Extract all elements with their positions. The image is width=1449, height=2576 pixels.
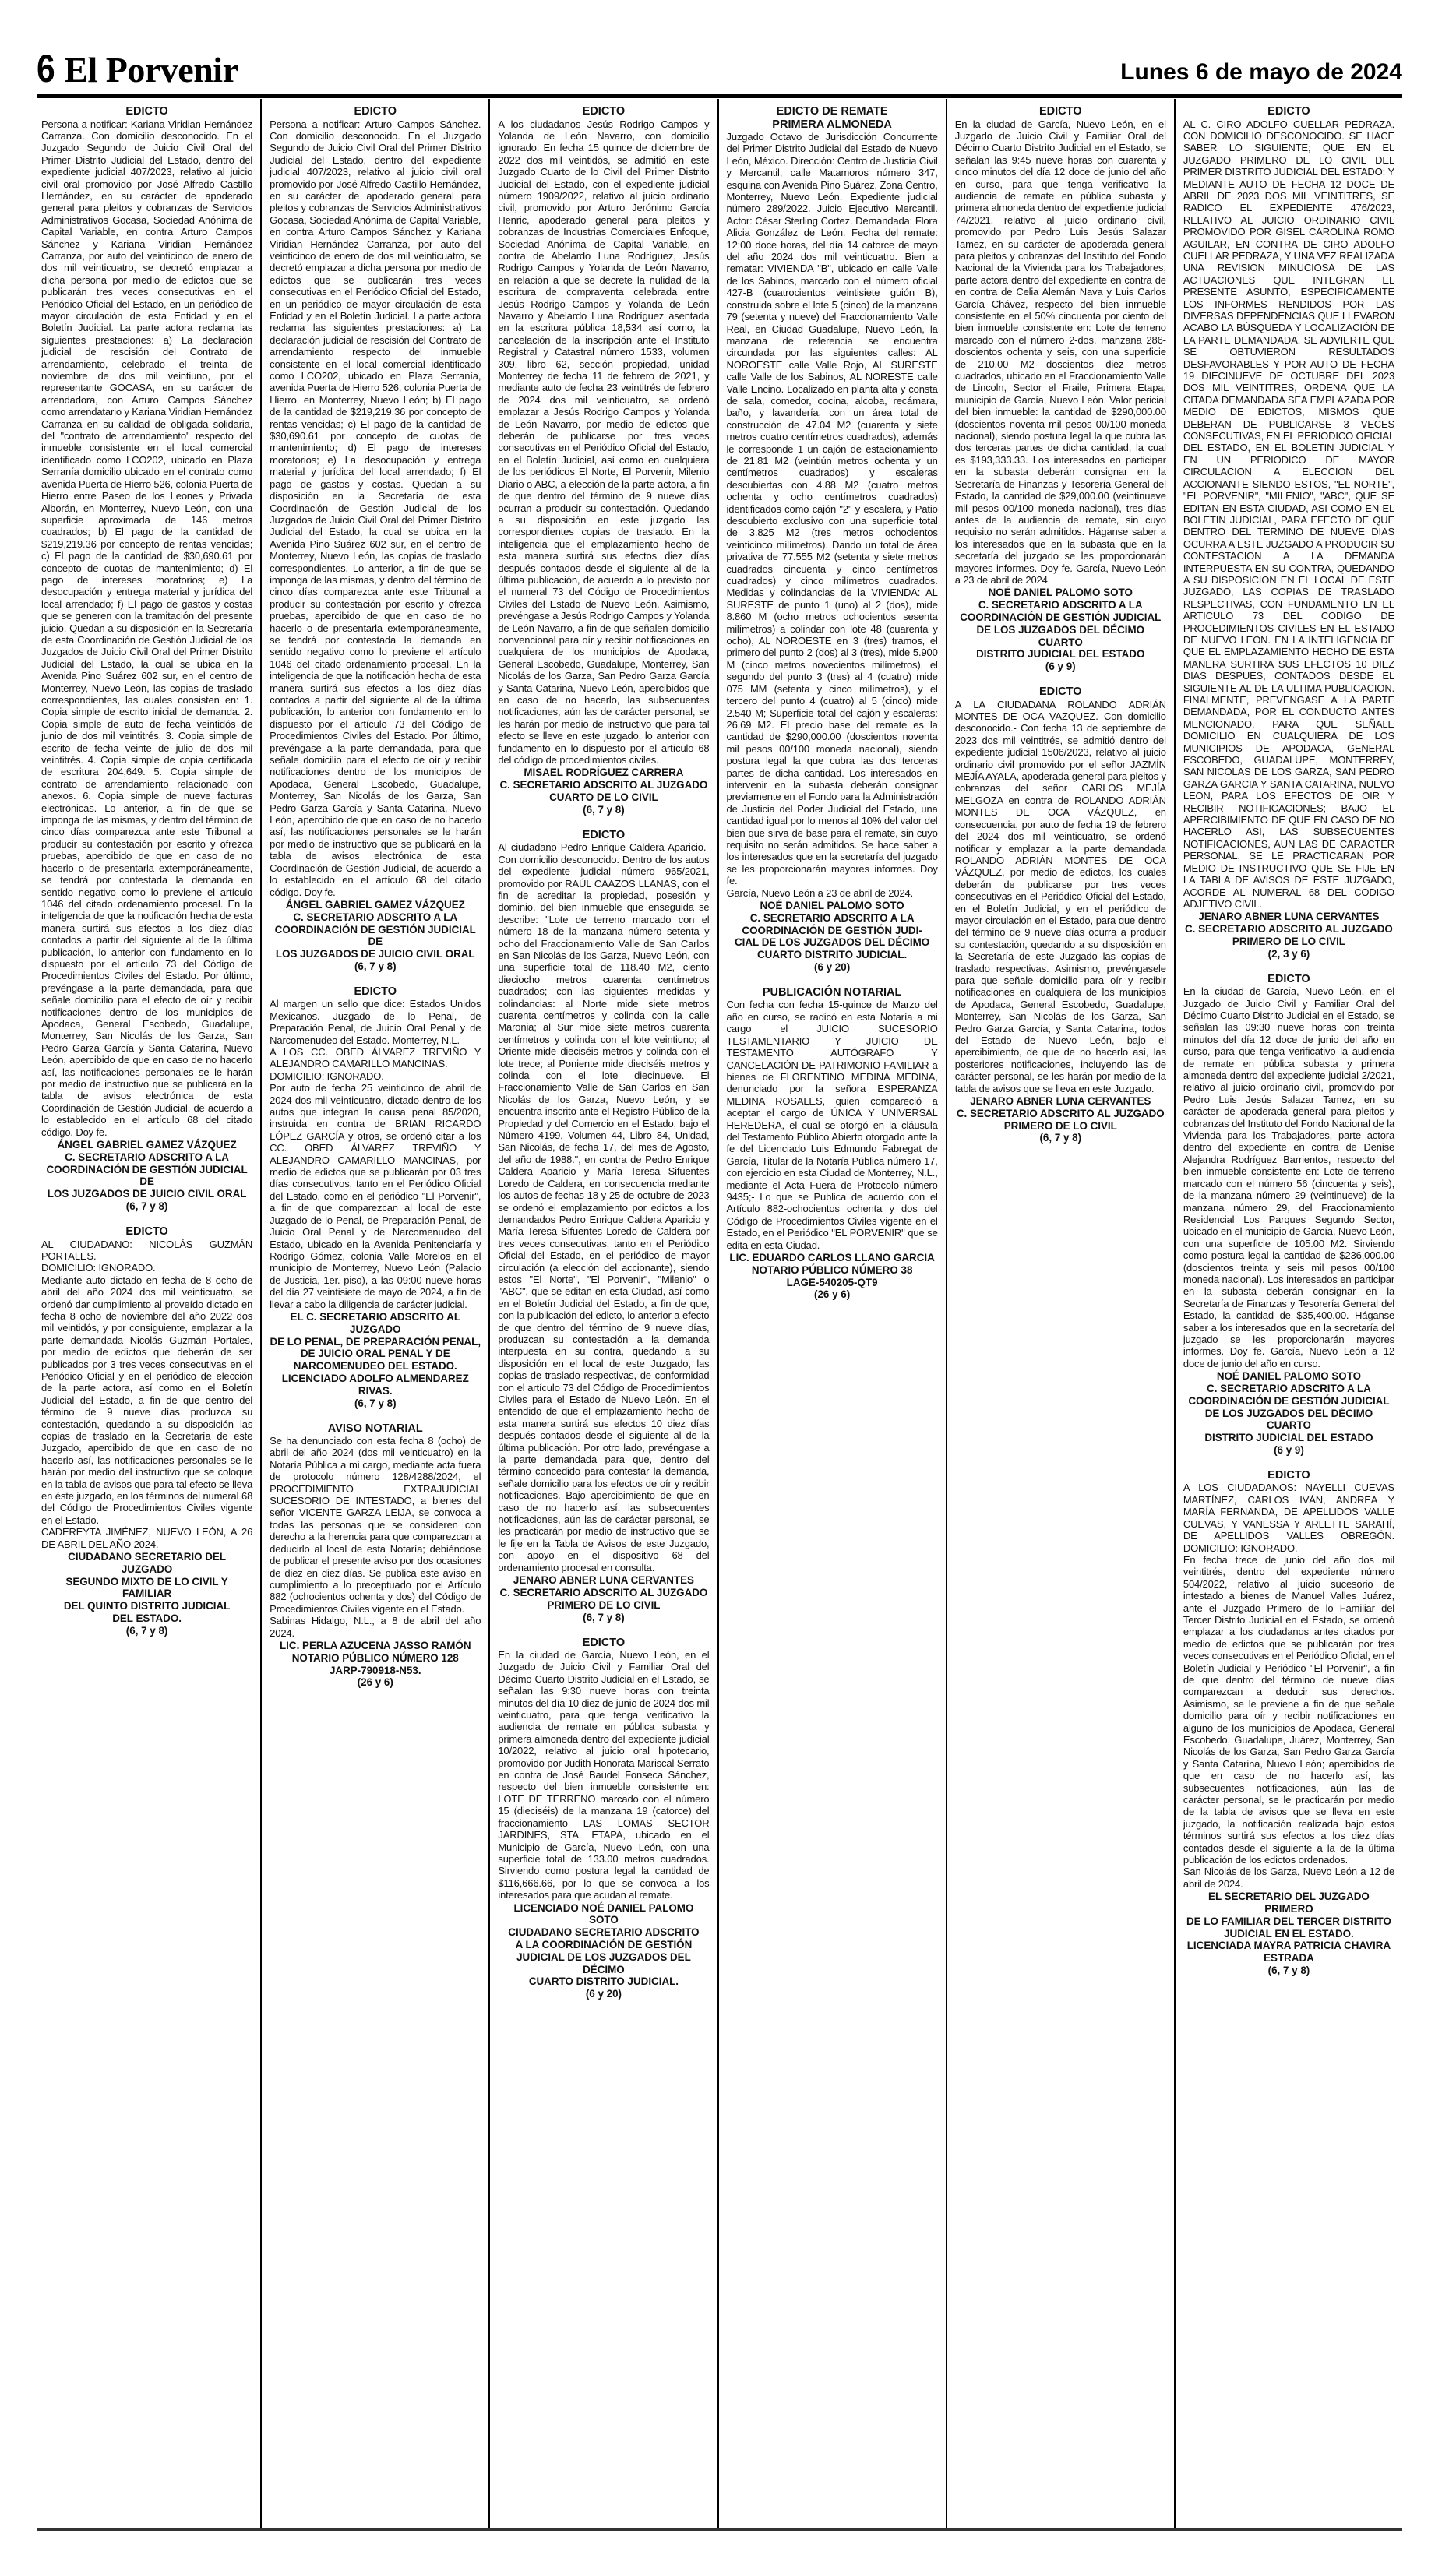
notice-body: A LOS CC. OBED ÁLVAREZ TREVIÑO Y ALEJANDRO CAMARILLO MANCINAS. [270, 1046, 481, 1070]
notice-body: Se ha denunciado con esta fecha 8 (ocho) de abril del año 2024 (dos mil veinticuatro) en la Notaría Pública a mi cargo, mediante acta fuera de protocolo número 128/4288/2024, el PROCEDIMIENTO EXTRAJUDICIAL SUCESORIO DE INTESTADO, a bienes del señor VICENTE GARZA LEIJA, se convoca a todas las personas que se consideren con derecho a la herencia para que comparezcan a deducirlo al local de esta Notaría; debiéndose de publicar el presente aviso por dos ocasiones de diez en diez días. Se publica este aviso en cumplimiento a lo preceptuado por el Artículo 882 (ochocientos ochenta y dos) del Código de Procedimientos Civiles vigente en el Estado. [270, 1435, 481, 1615]
column-5 [946, 99, 1174, 2528]
legal-notice [41, 1225, 252, 1637]
newspaper-logo [37, 48, 238, 90]
signature-line: C. SECRETARIO ADSCRITO AL JUZGADO [956, 1107, 1165, 1119]
signature-line: A LA COORDINACIÓN DE GESTIÓN JUDICIAL DE LOS JUZGADOS DEL DÉCIMO [515, 1938, 693, 1975]
issue-date: Lunes 6 de mayo de 2024 [1120, 59, 1402, 85]
signature-line: COORDINACIÓN DE GESTIÓN JUDICIAL DE [274, 923, 476, 948]
notice-body: Persona a notificar: Kariana Viridian Hernández Carranza. Con domicilio desconocido. En el Juzgado Segundo de Juicio Civil Oral del Primer Distrito Judicial del Estado, dentro del expediente judicial 407/2023, relativo al juicio civil oral promovido por José Alfredo Castillo Hernández, en su carácter de apoderado general para pleitos y cobranzas de Servicios Administrativos Gocasa, Sociedad Anónima de Capital Variable, en contra Arturo Campos Sánchez y Kariana Viridian Hernández Carranza, por auto del veinticinco de enero de dos mil veinticuatro, se decretó emplazar a dicha persona por medio de edictos que se publicarán tres veces consecutivas en el Periódico Oficial del Estado, en un periódico de mayor circulación de esta Entidad y en el Boletín Judicial. La parte actora reclama las siguientes prestaciones: a) La declaración judicial de rescisión del Contrato de arrendamiento, celebrado el treinta de noviembre de dos mil veintiuno, por el representante GOCASA, en su carácter de arrendadora, con Arturo Campos Sánchez como arrendatario y Kariana Viridian Hernández Carranza en su calidad de obligada solidaria, del "contrato de arrendamiento" respecto del inmueble consistente en el local comercial identificado como LCO202, ubicado en Plaza Serranía domicilio ubicado en el contrato como avenida Puerta de Hierro 526, colonia Puerta de Hierro entre Paseo de los Leones y Privada Alborán, en Monterrey, Nuevo León, con una superficie aproximada de 146 metros cuadrados; b) El pago de la cantidad de $219,219.36 por concepto de rentas vencidas; c) El pago de la cantidad de $30,690.61 por concepto de cuotas de mantenimiento; d) El pago de intereses moratorios; e) La desocupación y entrega material y jurídica del local arrendado; f) El pago de gastos y costas que se generen con la tramitación del presente juicio. Quedan a su disposición en la Secretaría de esta Coordinación de Gestión Judicial de los Juzgados de Juicio Civil Oral del Primer Distrito Judicial del Estado, la cual se ubica en la Avenida Pino Suárez 602 sur, en el centro de Monterrey, Nuevo León, las copias de traslado correspondientes, las cuales consisten en: 1. Copia simple de escrito inicial de demanda. 2. Copia simple de auto de fecha veintidós de junio de dos mil veintitrés. 3. Copia simple de escrito de fecha veinte de julio de dos mil veintitrés. 4. Copia simple de copia certificada de escritura 204,649. 5. Copia simple de contrato de arrendamiento relacionado con anexos. 6. Copia simple de nueve facturas electrónicas. Lo anterior, a fin de que se imponga de las mismas, y dentro del término de cinco días comparezca ante este Tribunal a producir su contestación por escrito y ofrezca pruebas, apercibido de que en caso de no hacerlo o de presentarla extemporáneamente, se tendrá por contestada la demanda en sentido negativo como lo previene el artículo 1046 del citado ordenamiento procesal. En la inteligencia de que la notificación hecha de esta manera surtirá sus efectos a los diez días contados a partir del siguiente al de la última publicación, lo anterior con fundamento en lo dispuesto por el artículo 73 del Código de Procedimientos Civiles del Estado. Por último, prevéngase a la parte demandada, para que señale domicilio para el efecto de oír y recibir notificaciones dentro de los municipios de Apodaca, General Escobedo, Guadalupe, Monterrey, San Nicolás de los Garza, San Pedro Garza García y Santa Catarina, Nuevo León, apercibido de que en caso de no hacerlo así, las notificaciones personales se le harán por medio de instructivo que se publicará en la tabla de avisos electrónica de esta Coordinación de Gestión Judicial, de acuerdo a lo establecido en el artículo 68 del citado código. Doy fe. [41, 118, 253, 1138]
notice-heading: EDICTO [582, 1636, 626, 1649]
signature-line: CUARTO DISTRITO JUDICIAL. [757, 949, 908, 961]
signature-line: DE LO PENAL, DE PREPARACIÓN PENAL, [270, 1335, 481, 1348]
legal-notice [270, 105, 481, 973]
signature-line: CIAL DE LOS JUZGADOS DEL DÉCIMO [734, 936, 930, 949]
signature-line: C. SECRETARIO ADSCRITO AL JUZGADO [1185, 923, 1393, 936]
signature-line: CUARTO DE LO CIVIL [549, 791, 658, 804]
column-1 [37, 99, 260, 2528]
notice-body: En la ciudad de García, Nuevo León, en el Juzgado de Juicio Civil y Familiar Oral del Décimo Cuarto Distrito Judicial en el Estado, se señalan las 9:30 nueve horas con treinta minutos del día 10 diez de junio de 2024 dos mil veinticuatro, para que tenga verificativo la audiencia de remate en pública subasta y primera almoneda dentro del expediente judicial 10/2022, relativo al juicio oral hipotecario, promovido por Judith Honorata Mariscal Serrato en contra de José Baudel Fonseca Sánchez, respecto del bien inmueble consistente en: LOTE DE TERRENO marcado con el número 15 (dieciséis) de la manzana 19 (catorce) del fraccionamiento LAS LOMAS SECTOR JARDINES, STA. ETAPA, ubicado en el Municipio de García, Nuevo León, con una superficie total de 133.00 metros cuadrados. Sirviendo como postura legal la cantidad de $116,666.66, por lo que se convoca a los interesados para que acudan al remate. [498, 1649, 710, 1901]
legal-notice [498, 1637, 709, 2001]
signature-line: LICENCIADO NOÉ DANIEL PALOMO SOTO [513, 1901, 694, 1926]
publication-dates: (6, 7 y 8) [125, 1200, 168, 1213]
notice-heading: EDICTO [1267, 105, 1310, 118]
notice-heading: EDICTO [354, 985, 397, 998]
signature-line: JENARO ABNER LUNA CERVANTES [513, 1574, 694, 1587]
publication-dates: (6, 7 y 8) [354, 1397, 397, 1409]
notice-heading: EDICTO [354, 105, 397, 118]
notice-body: Juzgado Octavo de Jurisdicción Concurrente del Primer Distrito Judicial del Estado de Nuevo León, México. Dirección: Centro de Justicia Civil y Mercantil, calle Matamoros número 347, esquina con Avenida Pino Suárez, Zona Centro, Monterrey, Nuevo León. Expediente judicial número 289/2022. Juicio Ejecutivo Mercantil. Actor: César Sterling Cortez. Demandada: Flora Alicia González de León. Fecha del remate: 12:00 doce horas, del día 14 catorce de mayo del año 2024 dos mil veinticuatro. Bien a rematar: VIVIENDA "B", ubicado en calle Valle de los Sabinos, marcado con el número oficial 427-B (cuatrocientos veintisiete guión B), construida sobre el lote 5 (cinco) de la manzana 79 (setenta y nueve) del Fraccionamiento Valle Real, en Ciudad Guadalupe, Nuevo León, la manzana de referencia se encuentra circundada por las siguientes calles: AL NOROESTE calle Valle Rojo, AL SURESTE calle Valle de los Sabinos, AL NORESTE calle Valle Encino. Localizado en planta alta y consta de sala, comedor, cocina, alcoba, recámara, baño, y lavandería, con un área total de construcción de 47.04 M2 (cuarenta y siete metros cuatro centímetros cuadrados), además le corresponde 1 un cajón de estacionamiento de 21.81 M2 (veintiún metros ochenta y un centímetros cuadrados) y escaleras descubiertas con 4.88 M2 (cuatro metros ochenta y ocho centímetros cuadrados) identificados como cajón "2" y escalera, y Patio descubierto exclusivo con una superficie total de 3.825 M2 (tres metros ochocientos veinticinco milímetros). Dando un total de área privativa de 77.555 M2 (setenta y siete metros cuadrados cincuenta y cinco centímetros cuadrados) y cinco milímetros cuadrados. Medidas y colindancias de la VIVIENDA: AL SURESTE de punto 1 (uno) al 2 (dos), mide 8.860 M (ocho metros ochocientos sesenta milímetros) a colindar con lote 48 (cuarenta y ocho), AL NOROESTE en 3 (tres) tramos, el primero del punto 2 (dos) al 3 (tres), mide 5.900 M (cinco metros novecientos milímetros), el segundo del punto 3 (tres) al 4 (cuatro) mide 075 MM (setenta y cinco milímetros), y el tercero del punto 4 (cuatro) al 5 (cinco) mide 2.540 M; Superficie total del cajón y escaleras: 26.69 M2. El precio base del remate es la cantidad de $290,000.00 (doscientos noventa mil pesos 00/100 moneda nacional), siendo postura legal la que cubra las dos terceras partes de dicha cantidad. Los interesados en intervenir en la subasta deberán consignar previamente en el Fondo para la Administración de Justicia del Poder Judicial del Estado, una cantidad igual por lo menos al 10% del valor del bien que sirva de base para el remate, sin cuyo requisito no serán admitidos. Se hace saber a los interesados que en la secretaría del juzgado se les proporcionarán mayores informes. Doy fe. [726, 131, 938, 887]
signature-line: LOS JUZGADOS DE JUICIO CIVIL ORAL [47, 1188, 247, 1200]
signature-line: DE LO FAMILIAR DEL TERCER DISTRITO [1186, 1915, 1391, 1927]
publication-dates: (6, 7 y 8) [1039, 1132, 1082, 1144]
notice-heading: EDICTO [1267, 972, 1310, 985]
notice-heading: EDICTO [125, 105, 168, 118]
signature-line: ESTRADA [1264, 1952, 1314, 1965]
signature-block [270, 899, 481, 960]
publication-dates: (26 y 6) [357, 1676, 393, 1689]
legal-notice [727, 986, 938, 1301]
signature-block [1183, 1370, 1394, 1444]
publication-dates: (6 y 9) [1274, 1443, 1304, 1456]
publication-dates: (6 y 20) [585, 1988, 622, 2000]
legal-notice [41, 105, 252, 1213]
signature-block [41, 1139, 252, 1200]
column-6 [1174, 99, 1402, 2528]
notice-body: En fecha trece de junio del año dos mil veintitrés, dentro del expediente número 504/2022, relativo al juicio sucesorio de intestado a bienes de Manuel Valles Juárez, ante el Juzgado Primero de lo Familiar del Tercer Distrito Judicial en el Estado, se ordenó emplazar a los ciudadanos antes citados por medio de edictos que se publicarán por tres veces consecutivas en el Periódico Oficial, en el Boletín Judicial y Periódico "El Porvenir", a fin de que dentro del término de nueve días comparezcan a deducir sus derechos. Asimismo, se le previene a fin de que señale domicilio para oír y recibir notificaciones en alguno de los municipios de Apodaca, General Escobedo, Guadalupe, Juárez, Monterrey, San Nicolás de los Garza, San Pedro Garza García y Santa Catarina, Nuevo León; apercibidos de que en caso de no hacerlo así, las subsecuentes notificaciones, aún las de carácter personal, se le practicarán por medio de la tabla de avisos que se lleva en este juzgado, la notificación realizada bajo estos términos surtirá sus efectos a los diez días contados desde el siguiente a la de la última publicación de los edictos ordenados. [1183, 1553, 1395, 1866]
notice-body: AL C. CIRO ADOLFO CUELLAR PEDRAZA. CON DOMICILIO DESCONOCIDO. SE HACE SABER LO SIGUIENTE; QUE EN EL JUZGADO PRIMERO DE LO CIVIL DEL PRIMER DISTRITO JUDICIAL DEL ESTADO; Y MEDIANTE AUTO DE FECHA 12 DOCE DE ABRIL DE 2023 DOS MIL VEINTITRES, SE RADICO EL EXPEDIENTE 476/2023, RELATIVO AL JUICIO ORDINARIO CIVIL PROMOVIDO POR GISEL CAROLINA ROMO AGUILAR, EN CONTRA DE CIRO ADOLFO CUELLAR PEDRAZA, Y UNA VEZ REALIZADA UNA REVISION MINUCIOSA DE LAS ACTUACIONES QUE INTEGRAN EL PRESENTE ASUNTO, ESPECIFICAMENTE LOS INFORMES RENDIDOS POR LAS DIVERSAS DEPENDENCIAS QUE LLEVARON ACABO LA BÚSQUEDA Y LOCALIZACIÓN DE LA PARTE DEMANDADA, SE ADVIERTE QUE SE OBTUVIERON RESULTADOS DESFAVORABLES Y POR AUTO DE FECHA 19 DIECINUEVE DE OCTUBRE DEL 2023 DOS MIL VEINTITRES, ORDENA QUE LA CITADA DEMANDADA SEA EMPLAZADA POR MEDIO DE EDICTOS, MISMOS QUE DEBERAN DE PUBLICARSE 3 VECES CONSECUTIVAS, EN EL PERIODICO OFICIAL DEL ESTADO, EN EL BOLETIN JUDICIAL Y EN UN PERIODICO DE MAYOR CIRCULACION A ELECCION DEL ACCIONANTE SIENDO ESTOS, "EL NORTE", "EL PORVENIR", "MILENIO", "ABC", QUE SE EDITAN EN ESTA CIUDAD, ASI COMO EN EL BOLETIN JUDICIAL, PARA EFECTO DE QUE DENTRO DEL TERMINO DE NUEVE DIAS OCURRA A ESTE JUZGADO A PRODUCIR SU CONTESTACION A LA DEMANDA INTERPUESTA EN SU CONTRA, QUEDANDO A SU DISPOSICION EN EL LOCAL DE ESTE JUZGADO, LAS COPIAS DE TRASLADO RESPECTIVAS, CON FUNDAMENTO EN EL ARTICULO 73 DEL CODIGO DE PROCEDIMIENTOS CIVILES EN EL ESTADO DE NUEVO LEON. EN LA INTELIGENCIA DE QUE EL EMPLAZAMIENTO HECHO DE ESTA MANERA SURTIRA SUS EFECTOS 10 DIEZ DIAS DESPUES, CONTADOS DESDE EL SIGUIENTE AL DE LA ULTIMA PUBLICACION. FINALMENTE, PREVENGASE A LA PARTE DEMANDADA, POR EL CONDUCTO ANTES MENCIONADO, PARA QUE SEÑALE DOMICILIO EN CUALQUIERA DE LOS MUNICIPIOS DE APODACA, GENERAL ESCOBEDO, GUADALUPE, MONTERREY, SAN NICOLAS DE LOS GARZA, SAN PEDRO GARZA GARCIA Y SANTA CATARINA, NUEVO LEON, PARA LOS EFECTOS DE OIR Y RECIBIR NOTIFICACIONES; BAJO EL APERCIBIMIENTO DE QUE EN CASO DE NO HACERLO ASI, LAS SUBSECUENTES NOTIFICACIONES, AUN LAS DE CARACTER PERSONAL, SE LE PRACTICARAN POR MEDIO DE INSTRUCTIVO QUE SE FIJE EN LA TABLA DE AVISOS DE ESTE JUZGADO, ACORDE AL NUMERAL 68 DEL CODIGO ADJETIVO CIVIL. [1183, 118, 1395, 910]
notice-heading: EDICTO [1267, 1468, 1310, 1482]
signature-block [498, 766, 709, 803]
signature-line: C. SECRETARIO ADSCRITO A LA [978, 599, 1143, 611]
signature-line: C. SECRETARIO ADSCRITO A LA [65, 1151, 229, 1163]
signature-line: JARP-790918-N53. [329, 1664, 421, 1676]
signature-line: NARCOMENUDEO DEL ESTADO. [293, 1360, 457, 1373]
legal-notice [1183, 105, 1394, 960]
signature-line: LICENCIADA MAYRA PATRICIA CHAVIRA [1186, 1940, 1391, 1952]
signature-block [498, 1902, 709, 1989]
signature-line: EL SECRETARIO DEL JUZGADO PRIMERO [1208, 1891, 1370, 1915]
signature-line: MISAEL RODRÍGUEZ CARRERA [524, 766, 684, 779]
signature-line: JUDICIAL EN EL ESTADO. [1224, 1927, 1354, 1940]
notice-place-date: Sabinas Hidalgo, N.L., a 8 de abril del año 2024. [270, 1615, 481, 1639]
publication-dates: (6 y 9) [1045, 661, 1076, 673]
notice-heading: PUBLICACIÓN NOTARIAL [762, 985, 902, 999]
signature-block [955, 1095, 1166, 1132]
notice-place-date: García, Nuevo León a 23 de abril de 2024. [726, 886, 914, 899]
legal-notice [270, 1422, 481, 1690]
signature-line: NOÉ DANIEL PALOMO SOTO [760, 900, 904, 911]
notice-body: Por auto de fecha 25 veinticinco de abril de 2024 dos mil veinticuatro, dictado dentro de los autos que integran la causa penal 85/2020, instruida en contra de BRIAN RICARDO LÓPEZ GARCÍA y otros, se ordenó citar a los CC. OBED ÁLVAREZ TREVIÑO Y ALEJANDRO CAMARILLO MANCINAS, por medio de edictos que se publicarán por 03 tres días consecutivos, tanto en el Periódico Oficial del Estado, como en el periódico "El Porvenir", a fin de que comparezcan al local de este Juzgado de lo Penal, de Preparación Penal, de Juicio Oral Penal y de Narcomenudeo del Estado, ubicado en la Avenida Penitenciaría y Rodrigo Gómez, colonia Valle Morelos en el municipio de Monterrey, Nuevo León (Palacio de Justicia, 1er. piso), a las 09:00 nueve horas del día 27 veintisiete de mayo de 2024, a fin de llevar a cabo la diligencia de carácter judicial. [270, 1082, 481, 1310]
signature-line: PRIMERO DE LO CIVIL [1232, 935, 1345, 947]
legal-notice [727, 105, 938, 974]
signature-line: CUARTO DISTRITO JUDICIAL. [528, 1975, 679, 1988]
legal-notice [1183, 973, 1394, 1457]
signature-line: EL C. SECRETARIO ADSCRITO AL JUZGADO [290, 1310, 460, 1335]
notice-body: Con fecha con fecha 15-quince de Marzo del año en curso, se radicó en esta Notaría a mi cargo el JUICIO SUCESORIO TESTAMENTARIO Y JUICIO DE TESTAMENTO AUTÓGRAFO Y CANCELACIÓN DE PATRIMONIO FAMILIAR a bienes de FLORENTINO MEDINA MEDINA, denunciado por la señora ESPERANZA MEDINA ROSALES, quien compareció a aceptar el cargo de ÚNICA Y UNIVERSAL HEREDERA, el cual se otorgó en la cláusula del Testamento Público Abierto otorgado ante la fe del Licenciado Luis Edmundo Fabregat de García, Titular de la Notaría Pública número 17, con ejercicio en esta Ciudad de Monterrey, N.L., mediante el Acta Fuera de Protocolo número 9435;- Lo que se Publica de acuerdo con el Artículo 882-ochocientos ochenta y dos del Código de Procedimientos Civiles vigente en el Estado, en el Periódico "EL PORVENIR" que se edita en esta Ciudad. [726, 999, 938, 1251]
signature-line: COORDINACIÓN DE GESTIÓN JUDICIAL [1188, 1394, 1390, 1407]
signature-block [270, 1311, 481, 1397]
legal-notice [270, 985, 481, 1410]
signature-line: DEL QUINTO DISTRITO JUDICIAL [63, 1600, 231, 1612]
notice-body: AL CIUDADANO: NICOLÁS GUZMÁN PORTALES. [41, 1238, 253, 1262]
column-4 [717, 99, 946, 2528]
signature-line: NOÉ DANIEL PALOMO SOTO [1216, 1370, 1362, 1383]
legal-notice [498, 105, 709, 816]
signature-block [1183, 911, 1394, 947]
signature-line: PRIMERO DE LO CIVIL [1003, 1119, 1117, 1132]
signature-line: DISTRITO JUDICIAL DEL ESTADO [1204, 1432, 1373, 1444]
notice-heading: EDICTO [1039, 105, 1082, 118]
masthead [37, 48, 1402, 92]
signature-block [727, 900, 938, 961]
publication-dates: (6, 7 y 8) [354, 960, 397, 972]
signature-line: SEGUNDO MIXTO DE LO CIVIL Y FAMILIAR [65, 1575, 228, 1600]
notice-columns [37, 99, 1402, 2528]
notice-body: A LA CIUDADANA ROLANDO ADRIÁN MONTES DE OCA VAZQUEZ. Con domicilio desconocido.- Con fecha 13 de septiembre de 2023 dos mil veintitrés, se admitió dentro del expediente judicial 1506/2023, relativo al juicio ordinario civil promovido por el señor JAZMÍN MEJÍA AYALA, apoderada general para pleitos y cobranzas del señor CARLOS MEJÍA MELGOZA en contra de ROLANDO ADRIÁN MONTES DE OCA VÁZQUEZ, en consecuencia, por auto de fecha 19 de febrero del 2024 dos mil veinticuatro, se ordenó notificar y emplazar a la parte demandada ROLANDO ADRIÁN MONTES DE OCA VÁZQUEZ, por medio de edictos, los cuales deberán de publicarse por tres veces consecutivas en el Periódico Oficial del Estado, en el Boletín Judicial, y en el periódico de mayor circulación en el Estado, para que dentro del término de 9 nueve días ocurra a producir su contestación, quedando a su disposición en la Secretaría de este Juzgado las copias de traslado respectivas. Asimismo, prevéngasele para que señale domicilio para oír y recibir notificaciones en cualquiera de los municipios de Apodaca, General Escobedo, Guadalupe, Monterrey, San Nicolás de los Garza, San Pedro Garza García, y Santa Catarina, todos del Estado de Nuevo León, bajo el apercibimiento, de que de no hacerlo así, las posteriores notificaciones, incluyendo las de carácter personal, se les harán por medio de la tabla de avisos que se lleva en este Juzgado. [954, 698, 1166, 1094]
publication-dates: (6, 7 y 8) [1267, 1965, 1310, 1977]
signature-block [41, 1551, 252, 1625]
publication-dates: (6, 7 y 8) [583, 803, 625, 816]
signature-line: C. SECRETARIO ADSCRITO AL JUZGADO [499, 1586, 708, 1598]
signature-line: C. SECRETARIO ADSCRITO AL JUZGADO [499, 779, 708, 791]
notice-place-date: CADEREYTA JIMÉNEZ, NUEVO LEÓN, A 26 DE ABRIL DEL AÑO 2024. [41, 1526, 253, 1550]
signature-line: JENARO ABNER LUNA CERVANTES [970, 1095, 1151, 1108]
signature-line: C. SECRETARIO ADSCRITO A LA [1207, 1383, 1371, 1394]
signature-line: DEL ESTADO. [112, 1612, 182, 1625]
signature-line: C. SECRETARIO ADSCRITO A LA [293, 911, 458, 923]
signature-line: NOÉ DANIEL PALOMO SOTO [988, 587, 1133, 599]
signature-line: CIUDADANO SECRETARIO DEL JUZGADO [68, 1551, 227, 1575]
signature-line: COORDINACIÓN DE GESTIÓN JUDI- [742, 924, 922, 936]
signature-line: DE JUICIO ORAL PENAL Y DE [300, 1348, 450, 1360]
signature-line: ÁNGEL GABRIEL GAMEZ VÁZQUEZ [57, 1139, 237, 1151]
legal-notice [955, 685, 1166, 1144]
legal-notice [955, 105, 1166, 673]
signature-line: LICENCIADO ADOLFO ALMENDAREZ RIVAS. [281, 1372, 469, 1397]
notice-body: DOMICILIO: IGNORADO. [41, 1262, 156, 1274]
notice-body: DOMICILIO: IGNORADO. [270, 1070, 384, 1082]
signature-line: DE LOS JUZGADOS DEL DÉCIMO CUARTO [976, 623, 1145, 648]
notice-heading: EDICTO [1039, 685, 1082, 699]
signature-block [498, 1574, 709, 1611]
notice-heading: EDICTO [125, 1225, 168, 1239]
signature-line: DE LOS JUZGADOS DEL DÉCIMO CUARTO [1204, 1407, 1373, 1432]
column-2 [260, 99, 488, 2528]
signature-line: C. SECRETARIO ADSCRITO A LA [749, 911, 915, 924]
notice-body: En la ciudad de García, Nuevo León, en el Juzgado de Juicio Civil y Familiar Oral del Décimo Cuarto Distrito Judicial en el Estado, se señalan las 9:45 nueve horas con cuarenta y cinco minutos del día 12 doce de junio del año en curso, para que tenga verificativo la audiencia de remate en pública subasta y primera almoneda dentro del expediente judicial 74/2021, relativo al juicio ordinario civil, promovido por Pedro Luis Jesús Salazar Tamez, en su carácter de apoderada general para pleitos y cobranzas del Instituto del Fondo Nacional de la Vivienda para los Trabajadores, parte actora dentro del expediente en contra de en contra de Celia Alemán Nava y Luis Carlos García Chávez, respecto del bien inmueble consistente en el 50% cincuenta por ciento del bien inmueble consistente en: Lote de terreno marcado con el número 2-dos, manzana 286-doscientos ochenta y seis, con una superficie de 210.00 M2 doscientos diez metros cuadrados, ubicado en el Fraccionamiento Valle de Lincoln, Sector el Fraile, Primera Etapa, municipio de García, Nuevo León. Valor pericial del bien inmueble: la cantidad de $290,000.00 (doscientos noventa mil pesos 00/100 moneda nacional), siendo postura legal la que cubra las dos terceras partes de dicha cantidad, la cual es $193,333.33. Los interesados en participar en la subasta deberán consignar en la Secretaría de Finanzas y Tesorería General del Estado, la cantidad de $29,000.00 (veintinueve mil pesos 00/100 moneda nacional), tres días antes de la audiencia de remate, sin cuyo requisito no serán admitidos. Háganse saber a los interesados que en la subasta que en la secretaría del juzgado se les proporcionarán mayores informes. Doy fe. García, Nuevo León a 23 de abril de 2024. [954, 118, 1166, 586]
signature-line: LIC. PERLA AZUCENA JASSO RAMÓN [280, 1639, 471, 1651]
header-rule [37, 94, 1402, 98]
notice-body: En la ciudad de García, Nuevo León, en el Juzgado de Juicio Civil y Familiar Oral del Décimo Cuarto Distrito Judicial en el Estado, se señalan las 09:30 nueve horas con treinta minutos del día 12 doce de junio del año en curso, para que tenga verificativo la audiencia de remate en pública subasta y primera almoneda dentro del expediente judicial 2/2021, relativo al juicio ordinario civil, promovido por Pedro Luis Jesús Salazar Tamez, en su carácter de apoderada general para pleitos y cobranzas del Instituto del Fondo Nacional de la Vivienda para los Trabajadores, parte actora dentro del expediente en contra de Denise Alejandra Rodríguez Barrientos, respecto del bien inmueble consistente en: Lote de terreno marcado con el número 56 (cincuenta y seis), de la manzana número 29 (veintinueve) de la manzana número 29, del Fraccionamiento Residencial Los Parques Segundo Sector, ubicado en el municipio de García, Nuevo León, con una superficie de 105.00 M2. Sirviendo como postura legal la cantidad de $236,000.00 (doscientos treinta y seis mil pesos 00/100 moneda nacional). Los interesados en participar en la subasta deberán consignar en la Secretaría de Finanzas y Tesorería General del Estado, la cantidad de $35,400.00. Háganse saber a los interesados que en la secretaría del juzgado se les proporcionarán mayores informes. Doy fe. García, Nuevo León a 12 doce de junio del año en curso. [1183, 985, 1395, 1369]
signature-line: COORDINACIÓN DE GESTIÓN JUDICIAL [960, 611, 1162, 623]
signature-block [1183, 1891, 1394, 1965]
signature-line: PRIMERO DE LO CIVIL [547, 1598, 661, 1611]
page-number: 6 [37, 47, 55, 90]
publication-dates: (6, 7 y 8) [583, 1611, 625, 1623]
signature-block [270, 1640, 481, 1676]
signature-line: CIUDADANO SECRETARIO ADSCRITO [508, 1926, 700, 1939]
signature-line: JENARO ABNER LUNA CERVANTES [1198, 911, 1380, 923]
signature-block [955, 587, 1166, 661]
signature-line: NOTARIO PÚBLICO NÚMERO 128 [291, 1651, 459, 1664]
publication-dates: (26 y 6) [814, 1288, 851, 1301]
notice-heading: EDICTO [582, 828, 626, 841]
footer-rule [37, 2528, 1402, 2531]
column-3 [488, 99, 717, 2528]
notice-heading: EDICTO DE REMATE [776, 105, 888, 118]
signature-line: ÁNGEL GABRIEL GAMEZ VÁZQUEZ [285, 898, 465, 911]
legal-notice [1183, 1469, 1394, 1977]
notice-heading: AVISO NOTARIAL [327, 1422, 423, 1435]
legal-notice [498, 829, 709, 1624]
notice-body: A LOS CIUDADANOS: NAYELLI CUEVAS MARTÍNEZ, CARLOS IVÁN, ANDREA Y MARÍA FERNANDA, DE APELLIDOS VALLE CUEVAS, Y VANESSA Y ARLETTE SARAHÍ, DE APELLIDOS VALLES OBREGÓN. DOMICILIO: IGNORADO. [1183, 1482, 1395, 1554]
publication-dates: (6, 7 y 8) [125, 1624, 168, 1637]
signature-line: NOTARIO PÚBLICO NÚMERO 38 [751, 1263, 913, 1276]
notice-body: Persona a notificar: Arturo Campos Sánchez. Con domicilio desconocido. En el Juzgado Segundo de Juicio Civil Oral del Primer Distrito Judicial del Estado, dentro del expediente judicial 407/2023, relativo al juicio civil oral promovido por José Alfredo Castillo Hernández, en su carácter de apoderado general para pleitos y cobranzas de Servicios Administrativos Gocasa, Sociedad Anónima de Capital Variable, en contra Arturo Campos Sánchez y Kariana Viridian Hernández Carranza, por auto del veinticinco de enero de dos mil veinticuatro, se decretó emplazar a dicha persona por medio de edictos que se publicarán tres veces consecutivas en el Periódico Oficial del Estado, en un periódico de mayor circulación de esta Entidad y en el Boletín Judicial. La parte actora reclama las siguientes prestaciones: a) La declaración judicial de rescisión del Contrato de arrendamiento respecto del inmueble consistente en el local comercial identificado como LCO202, ubicado en Plaza Serranía, avenida Puerta de Hierro 526, colonia Puerta de Hierro, en Monterrey, Nuevo León; b) El pago de la cantidad de $219,219.36 por concepto de rentas vencidas; c) El pago de la cantidad de $30,690.61 por concepto de cuotas de mantenimiento; d) El pago de intereses moratorios; e) La desocupación y entrega material y jurídica del local arrendado; f) El pago de gastos y costas. Quedan a su disposición en la Secretaría de esta Coordinación de Gestión Judicial de los Juzgados de Juicio Civil Oral del Primer Distrito Judicial del Estado, la cual se ubica en la Avenida Pino Suárez 602 sur, en el centro de Monterrey, Nuevo León, las copias de traslado correspondientes. Lo anterior, a fin de que se imponga de las mismas, y dentro del término de cinco días comparezca ante este Tribunal a producir su contestación por escrito y ofrezca pruebas, apercibido de que en caso de no hacerlo o de presentarla extemporáneamente, se tendrá por contestada la demanda en sentido negativo como lo previene el artículo 1046 del citado ordenamiento procesal. En la inteligencia de que la notificación hecha de esta manera surtirá sus efectos a los diez días contados a partir del siguiente al de la última publicación, lo anterior con fundamento en lo dispuesto por el artículo 73 del Código de Procedimientos Civiles del Estado. Por último, prevéngase a la parte demandada, para que señale domicilio para el efecto de oír y recibir notificaciones dentro de los municipios de Apodaca, General Escobedo, Guadalupe, Monterrey, San Nicolás de los Garza, San Pedro Garza García y Santa Catarina, Nuevo León, apercibido de que en caso de no hacerlo así, las notificaciones personales se le harán por medio de instructivo que se publicará en la tabla de avisos electrónica de esta Coordinación de Gestión Judicial, de acuerdo a lo establecido en el artículo 68 del citado código. Doy fe. [270, 118, 481, 898]
notice-heading: EDICTO [582, 105, 626, 118]
signature-block [727, 1252, 938, 1288]
notice-body: Al ciudadano Pedro Enrique Caldera Aparicio.- Con domicilio desconocido. Dentro de los autos del expediente judicial número 965/2021, promovido por RAÚL CAAZOS LLANAS, con el fin de acreditar la propiedad, posesión y dominio, del bien inmueble que enseguida se describe: "Lote de terreno marcado con el número 18 de la manzana número setenta y ocho del Fraccionamiento Valle de San Carlos en San Nicolás de los Garza, Nuevo León, con una superficie total de 118.40 M2, ciento dieciocho metros cuarenta centímetros cuadrados; con las siguientes medidas y colindancias: al Norte mide siete metros cuarenta centímetros y colinda con la calle Maronia; al Sur mide siete metros cuarenta centímetros y colinda con el lote veintiuno; al Oriente mide dieciséis metros y colinda con el lote trece; al Poniente mide dieciséis metros y colinda con el lote diecinueve. El Fraccionamiento Valle de San Carlos en San Nicolás de los Garza, Nuevo León, y se encuentra inscrito ante el Registro Público de la Propiedad y del Comercio en el Estado, bajo el Número 4199, Volumen 44, Libro 84, Unidad, San Nicolás, de fecha 17, del mes de Agosto, del año de 1988.", en contra de Pedro Enrique Caldera Aparicio y María Teresa Sifuentes Loredo de Caldera, en consecuencia mediante los autos de fechas 18 y 25 de octubre de 2023 se ordenó el emplazamiento por edictos a los demandados Pedro Enrique Caldera Aparicio y María Teresa Sifuentes Loredo de Caldera por tres veces consecutivas, tanto en el Periódico Oficial del Estado, en el periódico de mayor circulación (a elección del accionante), siendo estos "El Norte", "El Porvenir", "Milenio" o "ABC", que se editan en esta Ciudad, así como en el Boletín Judicial del Estado, a fin de que, con la publicación del edicto, lo anterior a efecto de que dentro del término de 9 nueve días, produzcan su contestación a la demanda interpuesta en su contra, quedando a su disposición en el local de este Juzgado, las copias de traslado respectivas, de conformidad con el artículo 73 del Código de Procedimientos Civiles para el Estado de Nuevo León. En el entendido de que el emplazamiento hecho de esta manera surtirá sus efectos 10 diez días después contados desde el siguiente al de la última publicación. Por otro lado, prevéngase a la parte demandada para que, dentro del término concedido para contestar la demanda, señale domicilio para los efectos de oír y recibir notificaciones. Bajo apercibimiento de que en caso de no hacerlo así, las subsecuentes notificaciones, aún las de carácter personal, se les practicarán por medio de instructivo que se le fije en la Tabla de Avisos de este Juzgado, con apoyo en el dispositivo 68 del ordenamiento procesal en consulta. [498, 841, 710, 1573]
notice-place-date: San Nicolás de los Garza, Nuevo León a 12 de abril de 2024. [1183, 1866, 1395, 1890]
signature-line: LIC. EDUARDO CARLOS LLANO GARCIA [729, 1252, 935, 1264]
notice-subheading: PRIMERA ALMONEDA [772, 118, 892, 131]
publication-dates: (6 y 20) [814, 960, 851, 973]
signature-line: DISTRITO JUDICIAL DEL ESTADO [976, 648, 1145, 661]
newspaper-name: El Porvenir [64, 50, 238, 90]
notice-body: Al margen un sello que dice: Estados Unidos Mexicanos. Juzgado de lo Penal, de Preparación Penal, de Juicio Oral Penal y de Narcomenudeo del Estado. Monterrey, N.L. [270, 998, 481, 1046]
notice-body: A los ciudadanos Jesús Rodrigo Campos y Yolanda de León Navarro, con domicilio ignorado. En fecha 15 quince de diciembre de 2022 dos mil veintidós, se admitió en este Juzgado Cuarto de lo Civil del Primer Distrito Judicial del Estado, con el expediente judicial número 1909/2022, relativo al juicio ordinario civil, promovido por Arturo Jerónimo García Henric, apoderado general para pleitos y cobranzas de Industrias Comerciales Enfoque, Sociedad Anónima de Capital Variable, en contra de Abelardo Luna Rodríguez, Jesús Rodrigo Campos y Yolanda de León Navarro, en relación a que se decrete la nulidad de la escritura de compraventa celebrada entre Jesús Rodrigo Campos y Yolanda de León Navarro y Abelardo Luna Rodríguez asentada en la escritura pública 18,534 así como, la cancelación de la inscripción ante el Instituto Registral y Catastral número 1533, volumen 309, libro 62, sección propiedad, unidad Monterrey de fecha 11 de febrero de 2021, y mediante auto de fecha 23 veintitrés de febrero de 2024 dos mil veinticuatro, se ordenó emplazar a Jesús Rodrigo Campos y Yolanda de León Navarro, por medio de edictos que deberán de publicarse por tres veces consecutivas en el Periódico Oficial del Estado, en el Boletín Judicial, así como en cualquiera de los periódicos El Norte, El Porvenir, Milenio Diario o ABC, a elección de la parte actora, a fin de que dentro del término de 9 nueve días ocurran a producir su contestación. Quedando a su disposición en este juzgado las correspondientes copias de traslado. En la inteligencia que el emplazamiento hecho de esta manera surtirá sus efectos diez días después contados desde el siguiente al de la última publicación, de acuerdo a lo previsto por el numeral 73 del Código de Procedimientos Civiles del Estado de Nuevo León. Asimismo, prevéngase a Jesús Rodrigo Campos y Yolanda de León Navarro, a fin de que señalen domicilio convencional para oír y recibir notificaciones en cualquiera de los municipios de Apodaca, General Escobedo, Guadalupe, Monterrey, San Nicolás de los Garza, San Pedro Garza García y Santa Catarina, Nuevo León, apercibidos que en caso de no hacerlo, las subsecuentes notificaciones, aún las de carácter personal, se les harán por medio de instructivo que para tal efecto se lleve en este juzgado, lo anterior con fundamento en lo dispuesto por el artículo 68 del código de procedimientos civiles. [498, 118, 710, 766]
notice-body: Mediante auto dictado en fecha de 8 ocho de abril del año 2024 dos mil veinticuatro, se ordenó dar cumplimiento al proveído dictado en fecha 8 ocho de noviembre del año 2022 dos mil veintidós, y por consiguiente, emplazar a la parte demandada Nicolás Guzmán Portales, por medio de edictos que deberán de ser publicados por 3 tres veces consecutivas en el Periódico Oficial y en el periódico de elección de la parte actora, así como en el Boletín Judicial del Estado, a fin de que dentro del término de 9 nueve días produzca su contestación, quedando a su disposición las copias de traslado en la Secretaría de este Juzgado, apercibido de que en caso de no hacerlo así, las notificaciones personales se le harán por medio del instructivo que se coloque en la tabla de avisos que para tal efecto se lleva en éste juzgado, en los términos del numeral 68 del Código de Procedimientos Civiles vigente en el Estado. [41, 1274, 253, 1526]
signature-line: LOS JUZGADOS DE JUICIO CIVIL ORAL [275, 948, 475, 960]
publication-dates: (2, 3 y 6) [1267, 947, 1310, 960]
signature-line: COORDINACIÓN DE GESTIÓN JUDICIAL DE [46, 1163, 248, 1188]
signature-line: LAGE-540205-QT9 [786, 1276, 878, 1288]
